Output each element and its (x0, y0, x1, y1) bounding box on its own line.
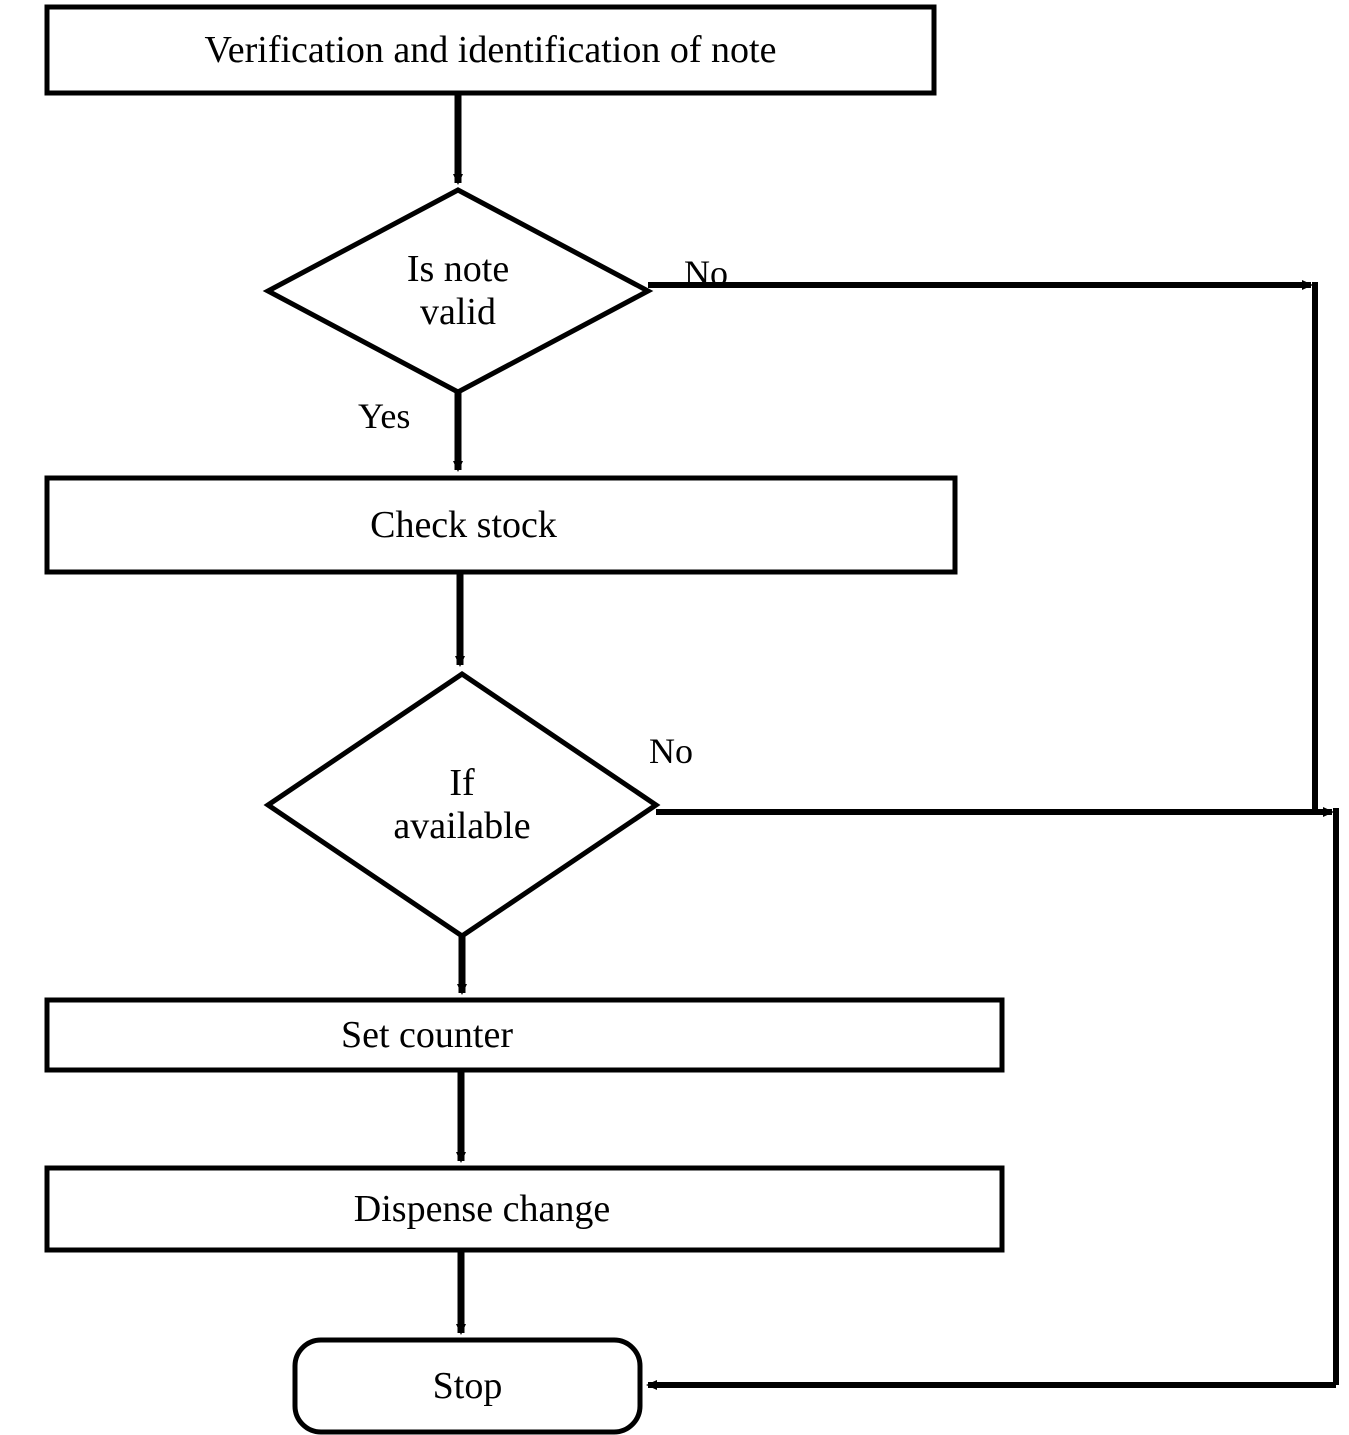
node-check-stock-box (47, 478, 955, 572)
node-set-counter-box (47, 1000, 1002, 1070)
node-stop-label: Stop (432, 1364, 503, 1407)
edge-label-available-no: No (649, 731, 693, 771)
node-set-counter-label: Set counter (340, 1013, 513, 1056)
node-if-available-label: If available (393, 762, 531, 847)
node-verification-label: Verification and identification of note (204, 28, 777, 71)
edge-label-valid-no: No (684, 253, 728, 293)
node-stop-terminator (295, 1340, 640, 1432)
node-dispense-change-label: Dispense change (353, 1187, 611, 1230)
node-dispense-change-box (47, 1168, 1002, 1250)
edge-label-valid-yes: Yes (358, 396, 411, 436)
node-check-stock-label: Check stock (370, 503, 557, 546)
node-if-available-diamond (268, 674, 656, 936)
node-verification-box (47, 7, 934, 93)
node-is-note-valid-diamond (268, 190, 648, 392)
node-is-note-valid-label: Is note valid (406, 248, 510, 333)
